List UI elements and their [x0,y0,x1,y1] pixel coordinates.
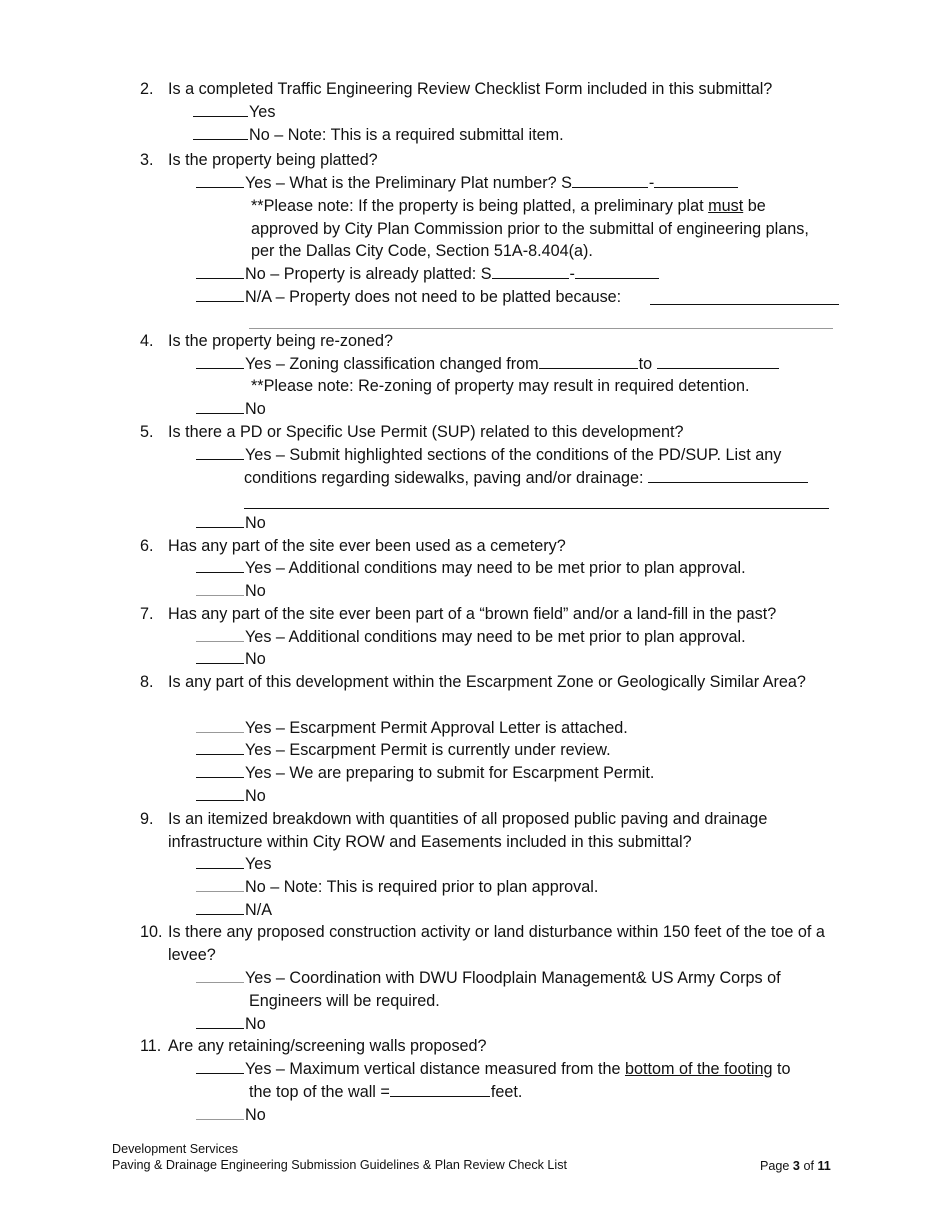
answer-blank[interactable] [196,398,244,414]
plat-number-field-2[interactable] [654,172,738,188]
answer-blank[interactable] [196,648,244,664]
question-text: Is the property being platted? [168,151,378,169]
option-q11-yes-cont: the top of the wall = feet. [249,1083,523,1101]
option-q9-no: No – Note: This is required prior to plan approval. [196,876,598,899]
question-4 [140,330,830,353]
option-q6-yes: Yes – Additional conditions may need to be met prior to plan approval. [196,557,746,580]
answer-blank[interactable] [196,717,244,733]
answer-blank[interactable] [193,124,248,140]
option-q4-no: No [196,398,266,421]
question-3 [140,149,830,172]
option-q5-yes: Yes – Submit highlighted sections of the conditions of the PD/SUP. List any [196,444,781,467]
option-q9-na: N/A [196,899,272,922]
option-q8-yes-attached: Yes – Escarpment Permit Approval Letter is attached. [196,717,628,740]
question-number: 5. [140,423,154,441]
question-11 [140,1035,830,1058]
question-7 [140,603,830,626]
pd-conditions-field-cont[interactable] [244,508,829,509]
question-text: Is there any proposed construction activity or land disturbance within 150 feet of the toe of a levee? [168,923,825,964]
answer-blank[interactable] [196,739,244,755]
question-number: 8. [140,673,154,691]
footer-page-number: Page 3 of 11 [760,1159,831,1173]
question-6 [140,535,830,558]
question-text: Are any retaining/screening walls proposed? [168,1037,487,1055]
question-text: Is there a PD or Specific Use Permit (SUP) related to this development? [168,423,684,441]
question-text: Has any part of the site ever been part of a “brown field” and/or a land-fill in the past? [168,605,777,623]
wall-height-field[interactable] [390,1081,490,1097]
question-text: Is a completed Traffic Engineering Review Checklist Form included in this submittal? [168,80,773,98]
question-text: Is any part of this development within the Escarpment Zone or Geologically Similar Area? [168,673,806,691]
answer-blank[interactable] [196,626,244,642]
answer-blank[interactable] [196,967,244,983]
answer-blank[interactable] [196,1013,244,1029]
question-5 [140,421,830,444]
option-q2-yes: Yes [193,101,275,124]
answer-blank[interactable] [196,286,244,302]
question-9 [140,808,830,853]
question-number: 7. [140,605,154,623]
option-q8-no: No [196,785,266,808]
option-q2-no: No – Note: This is a required submittal item. [193,124,564,147]
footer-department: Development Services [112,1142,238,1156]
q3-reason-field-cont[interactable] [249,328,833,329]
option-q3-na: N/A – Property does not need to be platted because: [196,286,621,309]
zoning-to-field[interactable] [657,353,779,369]
q3-reason-field[interactable] [650,304,839,305]
option-q10-yes-cont: Engineers will be required. [249,992,440,1010]
option-q7-no: No [196,648,266,671]
answer-blank[interactable] [196,899,244,915]
question-number: 10. [140,923,163,941]
answer-blank[interactable] [196,1104,244,1120]
plat-number-field-2[interactable] [575,263,659,279]
footer-document-title: Paving & Drainage Engineering Submission Guidelines & Plan Review Check List [112,1158,568,1172]
answer-blank[interactable] [196,512,244,528]
question-10 [140,921,830,966]
answer-blank[interactable] [196,353,244,369]
answer-blank[interactable] [196,785,244,801]
answer-blank[interactable] [196,557,244,573]
option-q3-yes: Yes – What is the Preliminary Plat number? S - [196,172,739,195]
option-q6-no: No [196,580,266,603]
option-q11-yes: Yes – Maximum vertical distance measured from the bottom of the footing to [196,1058,791,1081]
question-text: Has any part of the site ever been used as a cemetery? [168,537,566,555]
question-number: 3. [140,151,154,169]
option-q5-yes-cont: conditions regarding sidewalks, paving and/or drainage: [244,467,809,490]
option-q7-yes: Yes – Additional conditions may need to be met prior to plan approval. [196,626,746,649]
option-q8-yes-review: Yes – Escarpment Permit is currently under review. [196,739,611,762]
answer-blank[interactable] [196,172,244,188]
answer-blank[interactable] [196,762,244,778]
question-number: 6. [140,537,154,555]
option-q8-yes-preparing: Yes – We are preparing to submit for Escarpment Permit. [196,762,654,785]
answer-blank[interactable] [196,263,244,279]
answer-blank[interactable] [196,876,244,892]
plat-number-field-1[interactable] [572,172,648,188]
option-q3-no: No – Property is already platted: S - [196,263,660,286]
option-q4-yes: Yes – Zoning classification changed from to [196,353,780,376]
option-q11-no: No [196,1104,266,1127]
question-number: 11. [140,1037,162,1055]
q4-rezoning-note: **Please note: Re-zoning of property may result in required detention. [251,377,750,395]
answer-blank[interactable] [196,1058,244,1074]
answer-blank[interactable] [196,580,244,596]
option-q9-yes: Yes [196,853,271,876]
pd-conditions-field[interactable] [648,467,808,483]
option-q10-no: No [196,1013,266,1036]
question-text: Is the property being re-zoned? [168,332,393,350]
question-number: 2. [140,80,154,98]
zoning-from-field[interactable] [539,353,638,369]
plat-number-field-1[interactable] [492,263,569,279]
q3-platting-note: **Please note: If the property is being platted, a preliminary plat must be approved by City Plan Commission prior to the submittal of engineering plans, per the Dallas City Code, Section 51A-8.404(a). [251,197,809,261]
question-2 [140,78,830,101]
question-number: 9. [140,810,154,828]
answer-blank[interactable] [196,444,244,460]
answer-blank[interactable] [196,853,244,869]
question-text: Is an itemized breakdown with quantities of all proposed public paving and drainage infrastructure within City ROW and Easements included in this submittal? [168,810,768,851]
question-number: 4. [140,332,154,350]
option-q10-yes: Yes – Coordination with DWU Floodplain Management& US Army Corps of [196,967,781,990]
answer-blank[interactable] [193,101,248,117]
option-q5-no: No [196,512,266,535]
question-8 [140,671,830,694]
